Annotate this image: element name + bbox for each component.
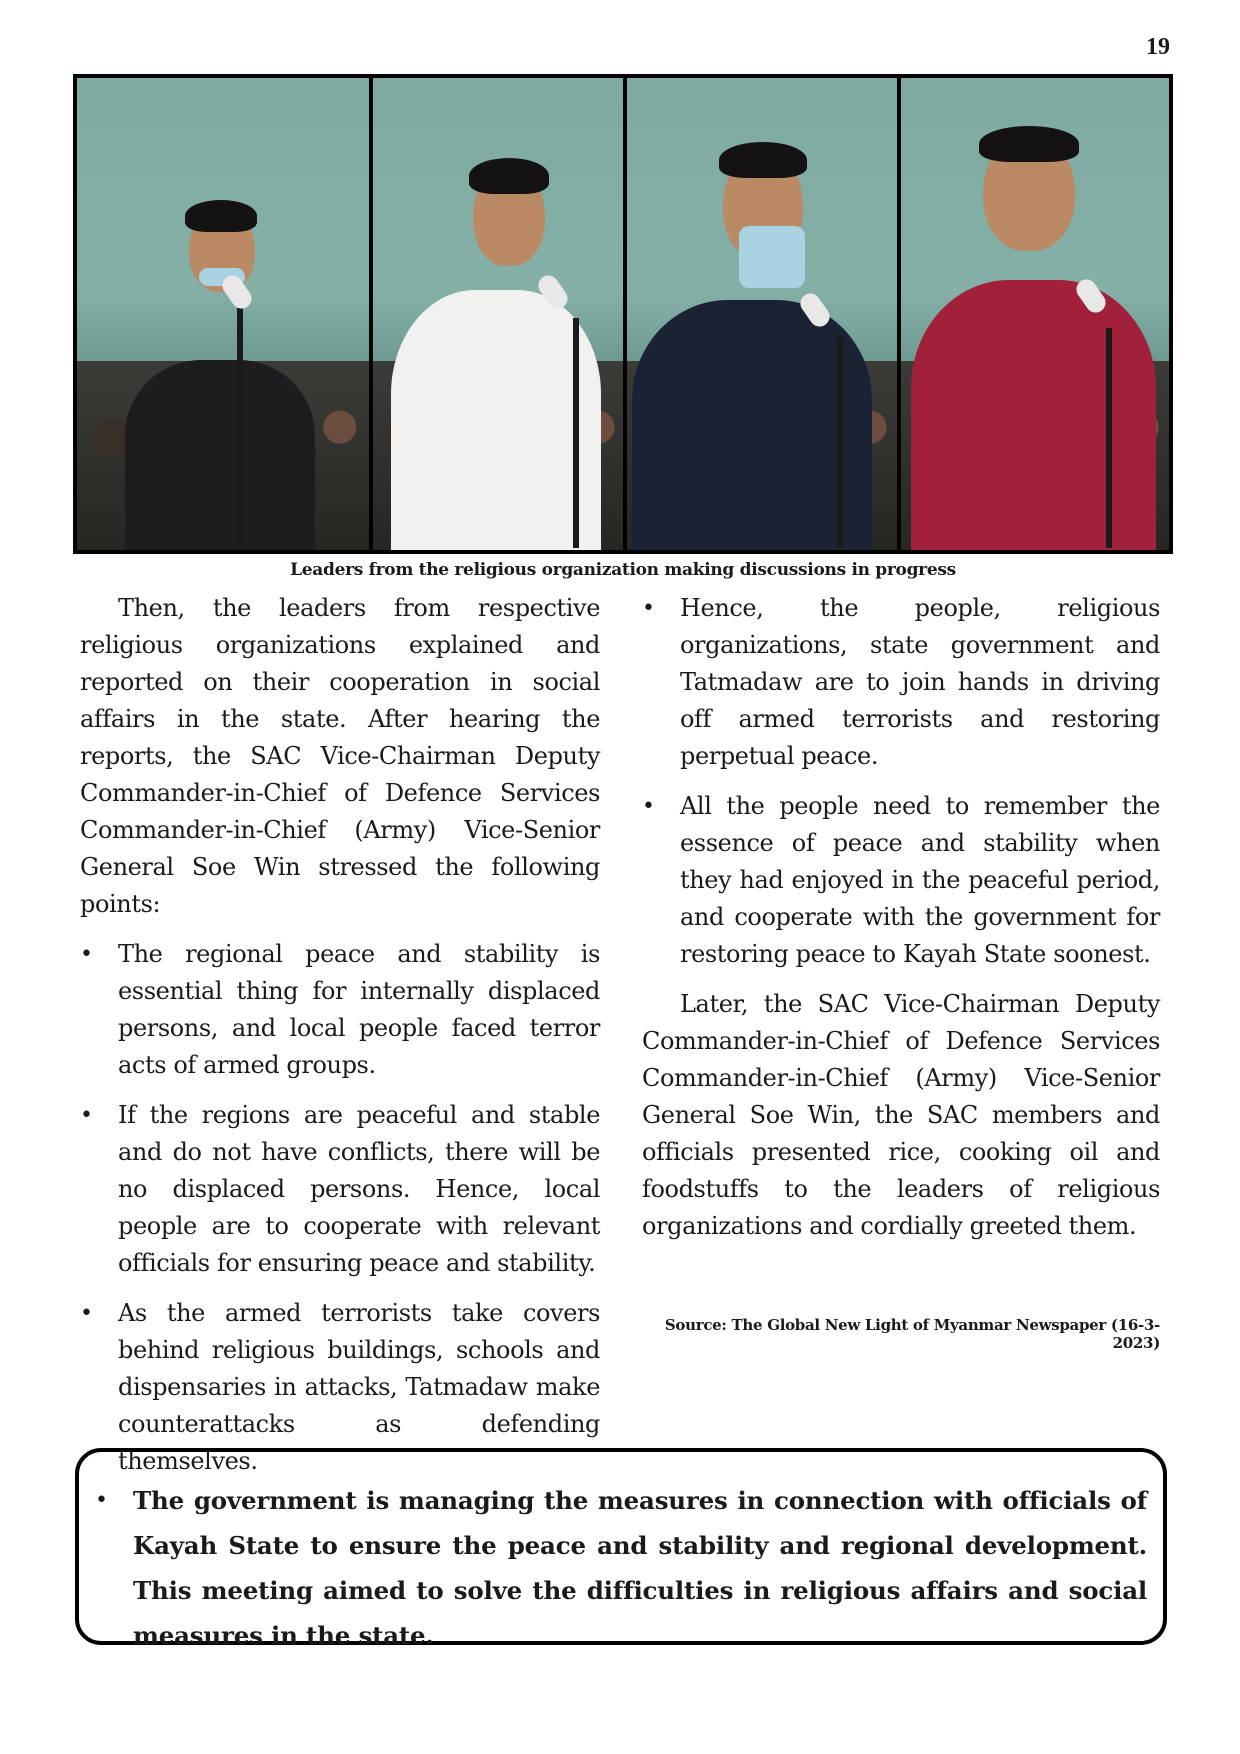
page-number: 19 — [1146, 34, 1170, 60]
list-item: • All the people need to remember the essence of peace and stability when they had enjoyed in the peaceful period, and cooperate with the government for restoring peace to Kayah State soonest. — [642, 788, 1160, 973]
list-item: • As the armed terrorists take covers behind religious buildings, schools and dispensaries in attacks, Tatmadaw make counterattacks as defending themselves. — [80, 1295, 600, 1480]
right-column — [642, 590, 1160, 1245]
closing-paragraph: Later, the SAC Vice-Chairman Deputy Commander-in-Chief of Defence Services Commander-in-Chief (Army) Vice-Senior General Soe Win, the SAC members and officials presented rice, cooking oil and foodstuffs to the leaders of religious organizations and cordially greeted them. — [642, 990, 1160, 1240]
left-bullet-list — [80, 936, 600, 1480]
callout-box — [75, 1448, 1167, 1650]
list-item: • The regional peace and stability is essential thing for internally displaced persons, and local people faced terror acts of armed groups. — [80, 936, 600, 1084]
photo-speaker-1 — [77, 78, 369, 550]
right-bullet-list — [642, 590, 1160, 973]
left-column — [80, 590, 600, 1480]
photo-speaker-4 — [897, 78, 1169, 550]
photo-speaker-2 — [369, 78, 623, 550]
list-item: • If the regions are peaceful and stable and do not have conflicts, there will be no displaced persons. Hence, local people are to cooperate with relevant officials for ensuring peace and stability. — [80, 1097, 600, 1282]
photo-strip — [73, 74, 1173, 554]
photo-speaker-3 — [623, 78, 897, 550]
list-item: • Hence, the people, religious organizations, state government and Tatmadaw are to join hands in driving off armed terrorists and restoring perpetual peace. — [642, 590, 1160, 775]
callout-bullet: • — [95, 1488, 108, 1513]
photo-caption: Leaders from the religious organization making discussions in progress — [290, 560, 956, 580]
intro-paragraph: Then, the leaders from respective religious organizations explained and reported on their cooperation in social affairs in the state. After hearing the reports, the SAC Vice-Chairman Deputy Commander-in-Chief of Defence Services Commander-in-Chief (Army) Vice-Senior General Soe Win stressed the following points: — [80, 594, 600, 918]
source-citation: Source: The Global New Light of Myanmar Newspaper (16-3-2023) — [664, 1316, 1160, 1352]
callout-text: The government is managing the measures in connection with officials of Kayah State to ensure the peace and stability and regional development. This meeting aimed to solve the difficulties in religious affairs and social measures in the state. — [133, 1486, 1147, 1650]
